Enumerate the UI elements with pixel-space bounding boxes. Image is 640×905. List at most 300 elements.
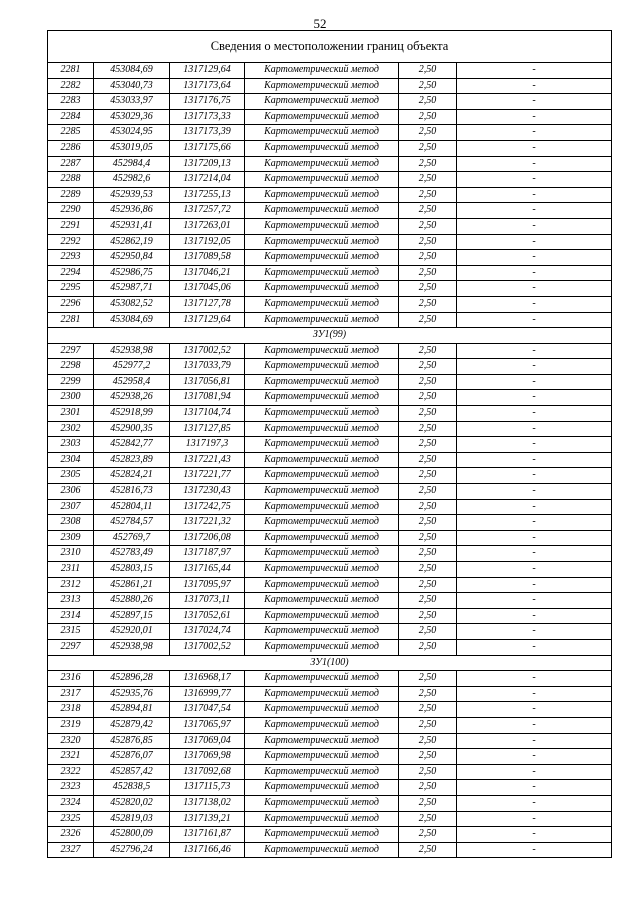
- y-coordinate-cell: 1317129,64: [170, 63, 245, 79]
- y-coordinate-cell: 1317192,05: [170, 234, 245, 250]
- method-cell: Картометрический метод: [245, 156, 399, 172]
- x-coordinate-cell: 452879,42: [94, 717, 170, 733]
- y-coordinate-cell: 1317165,44: [170, 562, 245, 578]
- method-cell: Картометрический метод: [245, 421, 399, 437]
- y-coordinate-cell: 1317263,01: [170, 218, 245, 234]
- point-number-cell: 2309: [48, 530, 94, 546]
- description-cell: -: [457, 125, 612, 141]
- x-coordinate-cell: 452783,49: [94, 546, 170, 562]
- table-row: [48, 359, 612, 375]
- x-coordinate-cell: 453024,95: [94, 125, 170, 141]
- method-cell: Картометрический метод: [245, 296, 399, 312]
- x-coordinate-cell: 452769,7: [94, 530, 170, 546]
- precision-cell: 2,50: [399, 296, 457, 312]
- point-number-cell: 2305: [48, 468, 94, 484]
- method-cell: Картометрический метод: [245, 608, 399, 624]
- description-cell: -: [457, 733, 612, 749]
- precision-cell: 2,50: [399, 452, 457, 468]
- method-cell: Картометрический метод: [245, 437, 399, 453]
- precision-cell: 2,50: [399, 702, 457, 718]
- x-coordinate-cell: 452935,76: [94, 686, 170, 702]
- x-coordinate-cell: 452958,4: [94, 374, 170, 390]
- y-coordinate-cell: 1317002,52: [170, 639, 245, 655]
- description-cell: -: [457, 203, 612, 219]
- page-number: 52: [313, 16, 327, 31]
- description-cell: -: [457, 499, 612, 515]
- point-number-cell: 2306: [48, 484, 94, 500]
- description-cell: -: [457, 172, 612, 188]
- point-number-cell: 2308: [48, 515, 94, 531]
- description-cell: -: [457, 624, 612, 640]
- method-cell: Картометрический метод: [245, 717, 399, 733]
- table-row: [48, 515, 612, 531]
- point-number-cell: 2283: [48, 94, 94, 110]
- x-coordinate-cell: 452896,28: [94, 671, 170, 687]
- y-coordinate-cell: 1317089,58: [170, 250, 245, 266]
- point-number-cell: 2287: [48, 156, 94, 172]
- point-number-cell: 2325: [48, 811, 94, 827]
- x-coordinate-cell: 452939,53: [94, 187, 170, 203]
- table-row: [48, 671, 612, 687]
- point-number-cell: 2297: [48, 343, 94, 359]
- method-cell: Картометрический метод: [245, 624, 399, 640]
- x-coordinate-cell: 452823,89: [94, 452, 170, 468]
- table-row: [48, 452, 612, 468]
- method-cell: Картометрический метод: [245, 312, 399, 328]
- x-coordinate-cell: 452920,01: [94, 624, 170, 640]
- method-cell: Картометрический метод: [245, 359, 399, 375]
- description-cell: -: [457, 468, 612, 484]
- table-header-row: [48, 31, 612, 63]
- point-number-cell: 2290: [48, 203, 94, 219]
- section-label: ЗУ1(99): [48, 328, 612, 344]
- x-coordinate-cell: 452876,07: [94, 749, 170, 765]
- method-cell: Картометрический метод: [245, 390, 399, 406]
- precision-cell: 2,50: [399, 250, 457, 266]
- table-row: [48, 265, 612, 281]
- y-coordinate-cell: 1316968,17: [170, 671, 245, 687]
- table-row: [48, 109, 612, 125]
- y-coordinate-cell: 1317069,04: [170, 733, 245, 749]
- method-cell: Картометрический метод: [245, 764, 399, 780]
- table-row: [48, 421, 612, 437]
- method-cell: Картометрический метод: [245, 780, 399, 796]
- precision-cell: 2,50: [399, 109, 457, 125]
- table-row: [48, 374, 612, 390]
- method-cell: Картометрический метод: [245, 203, 399, 219]
- description-cell: -: [457, 842, 612, 858]
- point-number-cell: 2313: [48, 593, 94, 609]
- point-number-cell: 2300: [48, 390, 94, 406]
- point-number-cell: 2311: [48, 562, 94, 578]
- precision-cell: 2,50: [399, 140, 457, 156]
- x-coordinate-cell: 452824,21: [94, 468, 170, 484]
- point-number-cell: 2286: [48, 140, 94, 156]
- method-cell: Картометрический метод: [245, 639, 399, 655]
- y-coordinate-cell: 1317221,43: [170, 452, 245, 468]
- method-cell: Картометрический метод: [245, 234, 399, 250]
- precision-cell: 2,50: [399, 265, 457, 281]
- y-coordinate-cell: 1317115,73: [170, 780, 245, 796]
- description-cell: -: [457, 780, 612, 796]
- point-number-cell: 2312: [48, 577, 94, 593]
- point-number-cell: 2310: [48, 546, 94, 562]
- table-row: [48, 78, 612, 94]
- description-cell: -: [457, 639, 612, 655]
- precision-cell: 2,50: [399, 172, 457, 188]
- y-coordinate-cell: 1317242,75: [170, 499, 245, 515]
- precision-cell: 2,50: [399, 281, 457, 297]
- y-coordinate-cell: 1317230,43: [170, 484, 245, 500]
- table-row: [48, 733, 612, 749]
- description-cell: -: [457, 187, 612, 203]
- description-cell: -: [457, 562, 612, 578]
- method-cell: Картометрический метод: [245, 827, 399, 843]
- method-cell: Картометрический метод: [245, 265, 399, 281]
- precision-cell: 2,50: [399, 234, 457, 250]
- y-coordinate-cell: 1317255,13: [170, 187, 245, 203]
- precision-cell: 2,50: [399, 795, 457, 811]
- description-cell: -: [457, 717, 612, 733]
- description-cell: -: [457, 671, 612, 687]
- precision-cell: 2,50: [399, 842, 457, 858]
- x-coordinate-cell: 453033,97: [94, 94, 170, 110]
- table-row: [48, 218, 612, 234]
- description-cell: -: [457, 156, 612, 172]
- y-coordinate-cell: 1317052,61: [170, 608, 245, 624]
- x-coordinate-cell: 452862,19: [94, 234, 170, 250]
- table-row: [48, 187, 612, 203]
- table-row: [48, 499, 612, 515]
- point-number-cell: 2289: [48, 187, 94, 203]
- table-row: [48, 125, 612, 141]
- method-cell: Картометрический метод: [245, 671, 399, 687]
- precision-cell: 2,50: [399, 406, 457, 422]
- point-number-cell: 2327: [48, 842, 94, 858]
- table-body: [48, 31, 612, 858]
- x-coordinate-cell: 452784,57: [94, 515, 170, 531]
- description-cell: -: [457, 312, 612, 328]
- precision-cell: 2,50: [399, 764, 457, 780]
- table-row: [48, 312, 612, 328]
- point-number-cell: 2296: [48, 296, 94, 312]
- y-coordinate-cell: 1317206,08: [170, 530, 245, 546]
- point-number-cell: 2301: [48, 406, 94, 422]
- y-coordinate-cell: 1317175,66: [170, 140, 245, 156]
- point-number-cell: 2281: [48, 63, 94, 79]
- description-cell: -: [457, 296, 612, 312]
- table-row: [48, 406, 612, 422]
- table-row: [48, 827, 612, 843]
- y-coordinate-cell: 1317166,46: [170, 842, 245, 858]
- point-number-cell: 2326: [48, 827, 94, 843]
- precision-cell: 2,50: [399, 203, 457, 219]
- method-cell: Картометрический метод: [245, 452, 399, 468]
- table-row: [48, 811, 612, 827]
- precision-cell: 2,50: [399, 468, 457, 484]
- table-row: [48, 390, 612, 406]
- method-cell: Картометрический метод: [245, 406, 399, 422]
- x-coordinate-cell: 452894,81: [94, 702, 170, 718]
- precision-cell: 2,50: [399, 749, 457, 765]
- table-row: [48, 546, 612, 562]
- description-cell: -: [457, 702, 612, 718]
- method-cell: Картометрический метод: [245, 702, 399, 718]
- point-number-cell: 2317: [48, 686, 94, 702]
- precision-cell: 2,50: [399, 639, 457, 655]
- precision-cell: 2,50: [399, 624, 457, 640]
- table-row: [48, 343, 612, 359]
- table-row: [48, 94, 612, 110]
- description-cell: -: [457, 421, 612, 437]
- table-row: [48, 562, 612, 578]
- method-cell: Картометрический метод: [245, 374, 399, 390]
- precision-cell: 2,50: [399, 390, 457, 406]
- point-number-cell: 2285: [48, 125, 94, 141]
- x-coordinate-cell: 452938,98: [94, 639, 170, 655]
- x-coordinate-cell: 452987,71: [94, 281, 170, 297]
- y-coordinate-cell: 1317257,72: [170, 203, 245, 219]
- method-cell: Картометрический метод: [245, 811, 399, 827]
- point-number-cell: 2315: [48, 624, 94, 640]
- x-coordinate-cell: 453084,69: [94, 63, 170, 79]
- precision-cell: 2,50: [399, 562, 457, 578]
- point-number-cell: 2299: [48, 374, 94, 390]
- x-coordinate-cell: 452982,6: [94, 172, 170, 188]
- description-cell: -: [457, 593, 612, 609]
- x-coordinate-cell: 452876,85: [94, 733, 170, 749]
- point-number-cell: 2320: [48, 733, 94, 749]
- method-cell: Картометрический метод: [245, 499, 399, 515]
- point-number-cell: 2298: [48, 359, 94, 375]
- precision-cell: 2,50: [399, 359, 457, 375]
- y-coordinate-cell: 1317065,97: [170, 717, 245, 733]
- description-cell: -: [457, 109, 612, 125]
- description-cell: -: [457, 530, 612, 546]
- description-cell: -: [457, 406, 612, 422]
- precision-cell: 2,50: [399, 499, 457, 515]
- point-number-cell: 2303: [48, 437, 94, 453]
- table-row: [48, 140, 612, 156]
- precision-cell: 2,50: [399, 78, 457, 94]
- table-row: [48, 577, 612, 593]
- table-row: [48, 639, 612, 655]
- precision-cell: 2,50: [399, 218, 457, 234]
- section-row: [48, 328, 612, 344]
- y-coordinate-cell: 1317209,13: [170, 156, 245, 172]
- precision-cell: 2,50: [399, 125, 457, 141]
- x-coordinate-cell: 452938,98: [94, 343, 170, 359]
- x-coordinate-cell: 452861,21: [94, 577, 170, 593]
- x-coordinate-cell: 452977,2: [94, 359, 170, 375]
- method-cell: Картометрический метод: [245, 842, 399, 858]
- precision-cell: 2,50: [399, 811, 457, 827]
- precision-cell: 2,50: [399, 671, 457, 687]
- y-coordinate-cell: 1317173,39: [170, 125, 245, 141]
- x-coordinate-cell: 452816,73: [94, 484, 170, 500]
- table-row: [48, 530, 612, 546]
- x-coordinate-cell: 452804,11: [94, 499, 170, 515]
- description-cell: -: [457, 515, 612, 531]
- method-cell: Картометрический метод: [245, 172, 399, 188]
- description-cell: -: [457, 94, 612, 110]
- x-coordinate-cell: 452803,15: [94, 562, 170, 578]
- table-row: [48, 281, 612, 297]
- y-coordinate-cell: 1317104,74: [170, 406, 245, 422]
- precision-cell: 2,50: [399, 733, 457, 749]
- table-row: [48, 156, 612, 172]
- precision-cell: 2,50: [399, 94, 457, 110]
- point-number-cell: 2284: [48, 109, 94, 125]
- point-number-cell: 2288: [48, 172, 94, 188]
- method-cell: Картометрический метод: [245, 94, 399, 110]
- table-row: [48, 437, 612, 453]
- table-row: [48, 686, 612, 702]
- description-cell: -: [457, 437, 612, 453]
- description-cell: -: [457, 686, 612, 702]
- y-coordinate-cell: 1317046,21: [170, 265, 245, 281]
- x-coordinate-cell: 452842,77: [94, 437, 170, 453]
- precision-cell: 2,50: [399, 343, 457, 359]
- table-row: [48, 593, 612, 609]
- point-number-cell: 2304: [48, 452, 94, 468]
- y-coordinate-cell: 1317033,79: [170, 359, 245, 375]
- precision-cell: 2,50: [399, 421, 457, 437]
- precision-cell: 2,50: [399, 608, 457, 624]
- description-cell: -: [457, 63, 612, 79]
- precision-cell: 2,50: [399, 374, 457, 390]
- method-cell: Картометрический метод: [245, 343, 399, 359]
- description-cell: -: [457, 764, 612, 780]
- point-number-cell: 2307: [48, 499, 94, 515]
- description-cell: -: [457, 452, 612, 468]
- point-number-cell: 2291: [48, 218, 94, 234]
- point-number-cell: 2297: [48, 639, 94, 655]
- point-number-cell: 2318: [48, 702, 94, 718]
- table-row: [48, 296, 612, 312]
- y-coordinate-cell: 1317092,68: [170, 764, 245, 780]
- y-coordinate-cell: 1317214,04: [170, 172, 245, 188]
- description-cell: -: [457, 281, 612, 297]
- precision-cell: 2,50: [399, 780, 457, 796]
- point-number-cell: 2314: [48, 608, 94, 624]
- description-cell: -: [457, 577, 612, 593]
- table-row: [48, 63, 612, 79]
- x-coordinate-cell: 452938,26: [94, 390, 170, 406]
- x-coordinate-cell: 452800,09: [94, 827, 170, 843]
- method-cell: Картометрический метод: [245, 546, 399, 562]
- table-row: [48, 624, 612, 640]
- table-row: [48, 250, 612, 266]
- y-coordinate-cell: 1317056,81: [170, 374, 245, 390]
- y-coordinate-cell: 1317139,21: [170, 811, 245, 827]
- method-cell: Картометрический метод: [245, 63, 399, 79]
- x-coordinate-cell: 452897,15: [94, 608, 170, 624]
- x-coordinate-cell: 452931,41: [94, 218, 170, 234]
- table-row: [48, 842, 612, 858]
- description-cell: -: [457, 78, 612, 94]
- table-row: [48, 717, 612, 733]
- method-cell: Картометрический метод: [245, 187, 399, 203]
- method-cell: Картометрический метод: [245, 733, 399, 749]
- table-title: Сведения о местоположении границ объекта: [48, 31, 612, 63]
- x-coordinate-cell: 452918,99: [94, 406, 170, 422]
- point-number-cell: 2281: [48, 312, 94, 328]
- table-row: [48, 172, 612, 188]
- description-cell: -: [457, 140, 612, 156]
- x-coordinate-cell: 452936,86: [94, 203, 170, 219]
- table-row: [48, 795, 612, 811]
- y-coordinate-cell: 1317069,98: [170, 749, 245, 765]
- method-cell: Картометрический метод: [245, 78, 399, 94]
- x-coordinate-cell: 453082,52: [94, 296, 170, 312]
- precision-cell: 2,50: [399, 827, 457, 843]
- x-coordinate-cell: 453029,36: [94, 109, 170, 125]
- description-cell: -: [457, 484, 612, 500]
- precision-cell: 2,50: [399, 187, 457, 203]
- y-coordinate-cell: 1317127,78: [170, 296, 245, 312]
- description-cell: -: [457, 218, 612, 234]
- y-coordinate-cell: 1317138,02: [170, 795, 245, 811]
- precision-cell: 2,50: [399, 577, 457, 593]
- point-number-cell: 2294: [48, 265, 94, 281]
- y-coordinate-cell: 1317221,77: [170, 468, 245, 484]
- precision-cell: 2,50: [399, 484, 457, 500]
- point-number-cell: 2302: [48, 421, 94, 437]
- y-coordinate-cell: 1317081,94: [170, 390, 245, 406]
- y-coordinate-cell: 1317045,06: [170, 281, 245, 297]
- y-coordinate-cell: 1317173,33: [170, 109, 245, 125]
- precision-cell: 2,50: [399, 437, 457, 453]
- table-row: [48, 780, 612, 796]
- method-cell: Картометрический метод: [245, 140, 399, 156]
- table-row: [48, 468, 612, 484]
- precision-cell: 2,50: [399, 312, 457, 328]
- table-row: [48, 702, 612, 718]
- x-coordinate-cell: 452796,24: [94, 842, 170, 858]
- y-coordinate-cell: 1316999,77: [170, 686, 245, 702]
- point-number-cell: 2282: [48, 78, 94, 94]
- method-cell: Картометрический метод: [245, 484, 399, 500]
- point-number-cell: 2319: [48, 717, 94, 733]
- x-coordinate-cell: 452880,26: [94, 593, 170, 609]
- method-cell: Картометрический метод: [245, 593, 399, 609]
- precision-cell: 2,50: [399, 63, 457, 79]
- method-cell: Картометрический метод: [245, 686, 399, 702]
- y-coordinate-cell: 1317197,3: [170, 437, 245, 453]
- table-row: [48, 608, 612, 624]
- section-label: ЗУ1(100): [48, 655, 612, 671]
- method-cell: Картометрический метод: [245, 281, 399, 297]
- method-cell: Картометрический метод: [245, 515, 399, 531]
- point-number-cell: 2292: [48, 234, 94, 250]
- point-number-cell: 2324: [48, 795, 94, 811]
- precision-cell: 2,50: [399, 717, 457, 733]
- table-row: [48, 749, 612, 765]
- point-number-cell: 2293: [48, 250, 94, 266]
- y-coordinate-cell: 1317047,54: [170, 702, 245, 718]
- precision-cell: 2,50: [399, 530, 457, 546]
- y-coordinate-cell: 1317176,75: [170, 94, 245, 110]
- method-cell: Картометрический метод: [245, 562, 399, 578]
- x-coordinate-cell: 453084,69: [94, 312, 170, 328]
- y-coordinate-cell: 1317024,74: [170, 624, 245, 640]
- precision-cell: 2,50: [399, 686, 457, 702]
- method-cell: Картометрический метод: [245, 749, 399, 765]
- x-coordinate-cell: 453019,05: [94, 140, 170, 156]
- y-coordinate-cell: 1317073,11: [170, 593, 245, 609]
- precision-cell: 2,50: [399, 546, 457, 562]
